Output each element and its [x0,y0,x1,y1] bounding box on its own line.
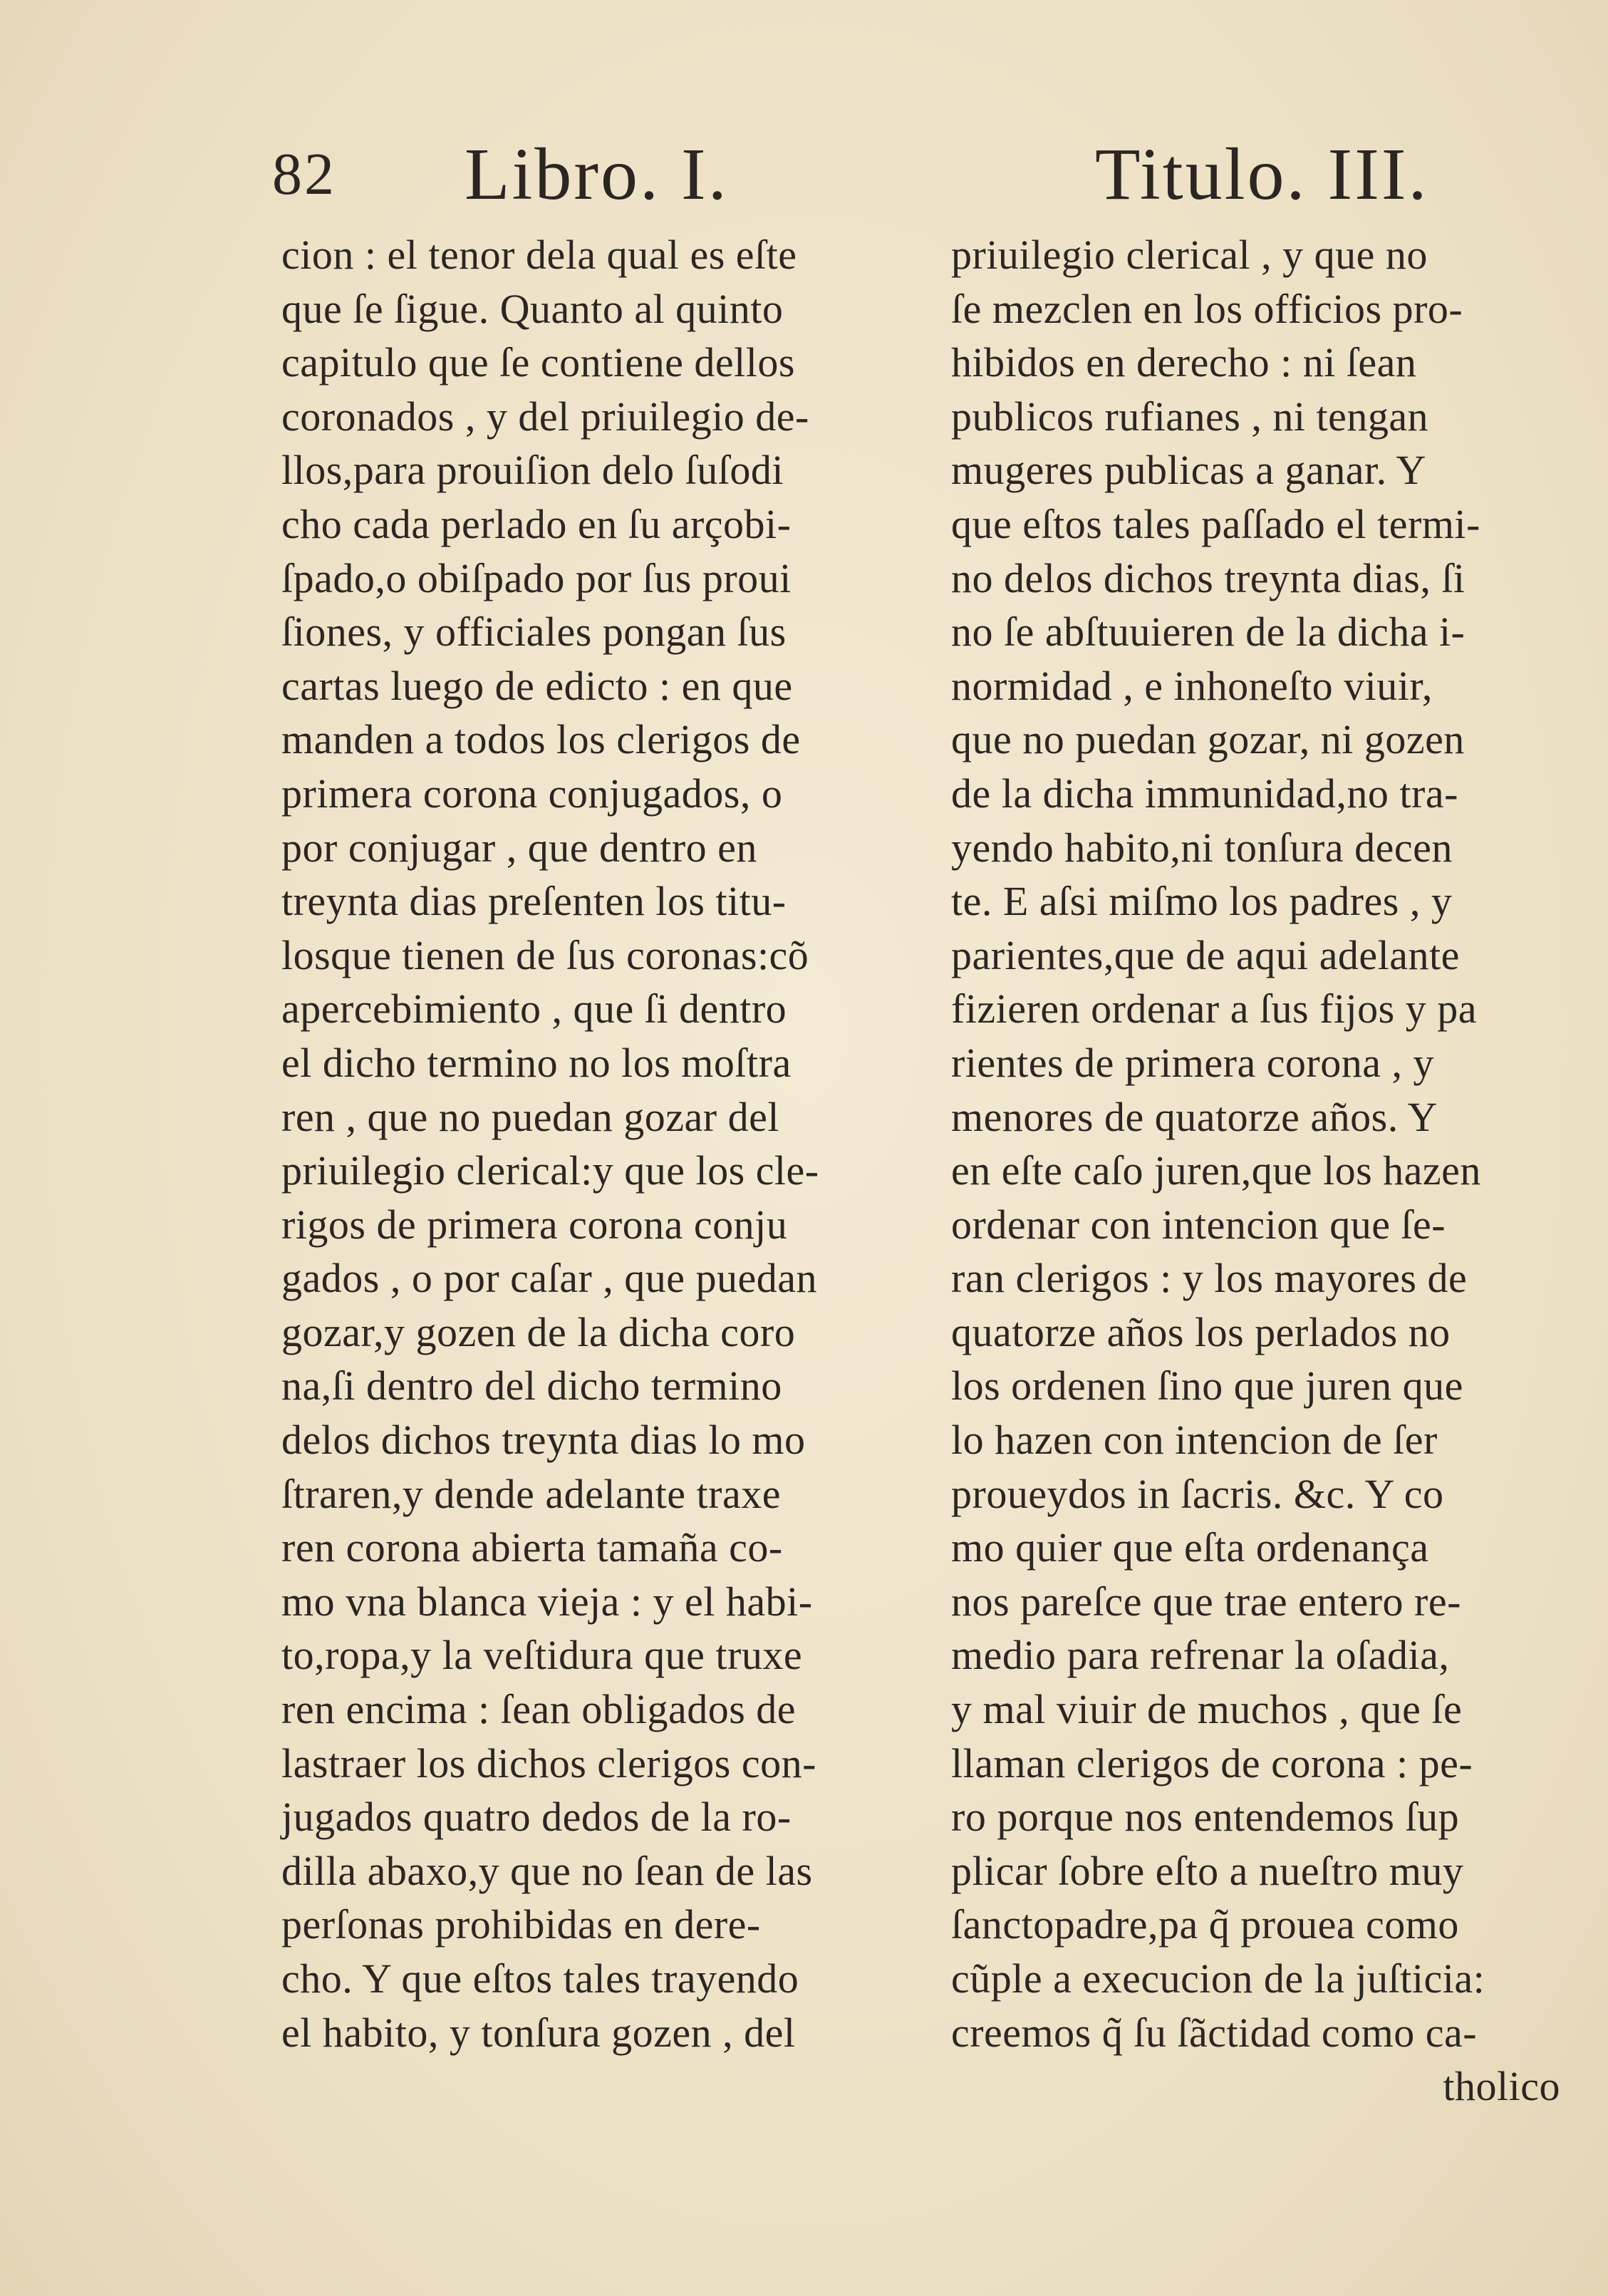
text-line: gados , o por caſar , que puedan [281,1255,818,1302]
text-line: parientes,que de aqui adelante [951,931,1460,978]
text-line: cho cada perlado en ſu arçobi- [281,500,792,547]
text-line: fizieren ordenar a ſus fijos y pa [951,986,1477,1033]
text-line: rientes de primera corona , y [951,1039,1434,1086]
text-line: mo quier que eſta ordenança [951,1524,1429,1571]
text-line: llos,para prouiſion delo ſuſodi [281,447,784,494]
text-line: y mal viuir de muchos , que ſe [951,1686,1463,1733]
text-line: coronados , y del priuilegio de- [281,393,809,440]
text-line: primera corona conjugados, o [281,770,783,817]
text-line: que ſe ſigue. Quanto al quinto [281,285,784,332]
book-heading: Libro. I. [465,133,729,215]
text-line: losque tienen de ſus coronas:cõ [281,931,809,978]
text-line: cho. Y que eſtos tales trayendo [281,1955,799,2002]
text-line: mugeres publicas a ganar. Y [951,447,1426,494]
text-line: ren corona abierta tamaña co- [281,1524,783,1571]
text-line: cartas luego de edicto : en que [281,662,793,709]
text-line: cion : el tenor dela qual es eſte [281,232,797,278]
text-line: de la dicha immunidad,no tra- [951,770,1458,817]
text-line: perſonas prohibidas en dere- [281,1901,761,1948]
text-line: ſanctopadre,pa q̃ prouea como [951,1901,1459,1948]
running-header [0,128,1608,221]
text-line: te. E aſsi miſmo los padres , y [951,878,1453,925]
text-line: treynta dias preſenten los titu- [281,878,787,925]
text-line: que no puedan gozar, ni gozen [951,716,1465,763]
text-line: to,ropa,y la veſtidura que truxe [281,1632,803,1679]
text-line: delos dichos treynta dias lo mo [281,1417,806,1464]
text-line: quatorze años los perlados no [951,1308,1451,1355]
text-line: hibidos en derecho : ni ſean [951,339,1417,386]
text-line: el dicho termino no los moſtra [281,1039,792,1086]
text-line: normidad , e inhoneſto viuir, [951,662,1433,709]
text-line: creemos q̃ ſu ſãctidad como ca- [951,2009,1478,2056]
page-number: 82 [272,141,336,207]
text-line: en eſte caſo juren,que los hazen [951,1147,1481,1194]
left-text-column [281,228,915,2059]
text-line: capitulo que ſe contiene dellos [281,339,795,386]
text-line: ren , que no puedan gozar del [281,1093,779,1140]
text-line: ro porque nos entendemos ſup [951,1794,1460,1841]
text-line: no delos dichos treynta dias, ſi [951,554,1466,601]
text-line: ren encima : ſean obligados de [281,1686,797,1733]
text-line: publicos rufianes , ni tengan [951,393,1429,440]
text-line: yendo habito,ni tonſura decen [951,824,1453,871]
text-line: jugados quatro dedos de la ro- [281,1794,792,1841]
text-line: nos pareſce que trae entero re- [951,1578,1461,1625]
text-line: priuilegio clerical , y que no [951,232,1428,278]
title-heading: Titulo. III. [1095,133,1429,215]
text-line: menores de quatorze años. Y [951,1093,1438,1140]
text-line: ordenar con intencion que ſe- [951,1201,1446,1248]
text-line: el habito, y tonſura gozen , del [281,2009,796,2056]
text-line: apercebimiento , que ſi dentro [281,986,787,1033]
text-line: plicar ſobre eſto a nueſtro muy [951,1847,1464,1894]
text-line: ſe mezclen en los officios pro- [951,285,1463,332]
text-line: que eſtos tales paſſado el termi- [951,500,1480,547]
text-line: na,ſi dentro del dicho termino [281,1362,782,1410]
text-line: llaman clerigos de corona : pe- [951,1739,1473,1786]
text-line: medio para refrenar la oſadia, [951,1632,1450,1679]
text-line: gozar,y gozen de la dicha coro [281,1308,796,1355]
right-text-column [951,228,1575,2114]
text-line: no ſe abſtuuieren de la dicha i- [951,609,1466,656]
text-line: lo hazen con intencion de ſer [951,1417,1438,1464]
text-line: proueydos in ſacris. &c. Y co [951,1470,1444,1517]
text-line: ſpado,o obiſpado por ſus proui [281,554,792,601]
text-line: cũple a execucion de la juſticia: [951,1955,1485,2002]
text-line: ran clerigos : y los mayores de [951,1255,1468,1302]
text-line: tholico [1443,2063,1560,2110]
text-line: priuilegio clerical:y que los cle- [281,1147,819,1194]
text-line: ſtraren,y dende adelante traxe [281,1470,781,1517]
text-line: manden a todos los clerigos de [281,716,801,763]
text-line: ſiones, y officiales pongan ſus [281,609,787,656]
text-line: lastraer los dichos clerigos con- [281,1739,816,1786]
text-line: mo vna blanca vieja : y el habi- [281,1578,813,1625]
text-line: los ordenen ſino que juren que [951,1362,1463,1410]
text-line: dilla abaxo,y que no ſean de las [281,1847,813,1894]
text-line: por conjugar , que dentro en [281,824,757,871]
text-line: rigos de primera corona conju [281,1201,788,1248]
